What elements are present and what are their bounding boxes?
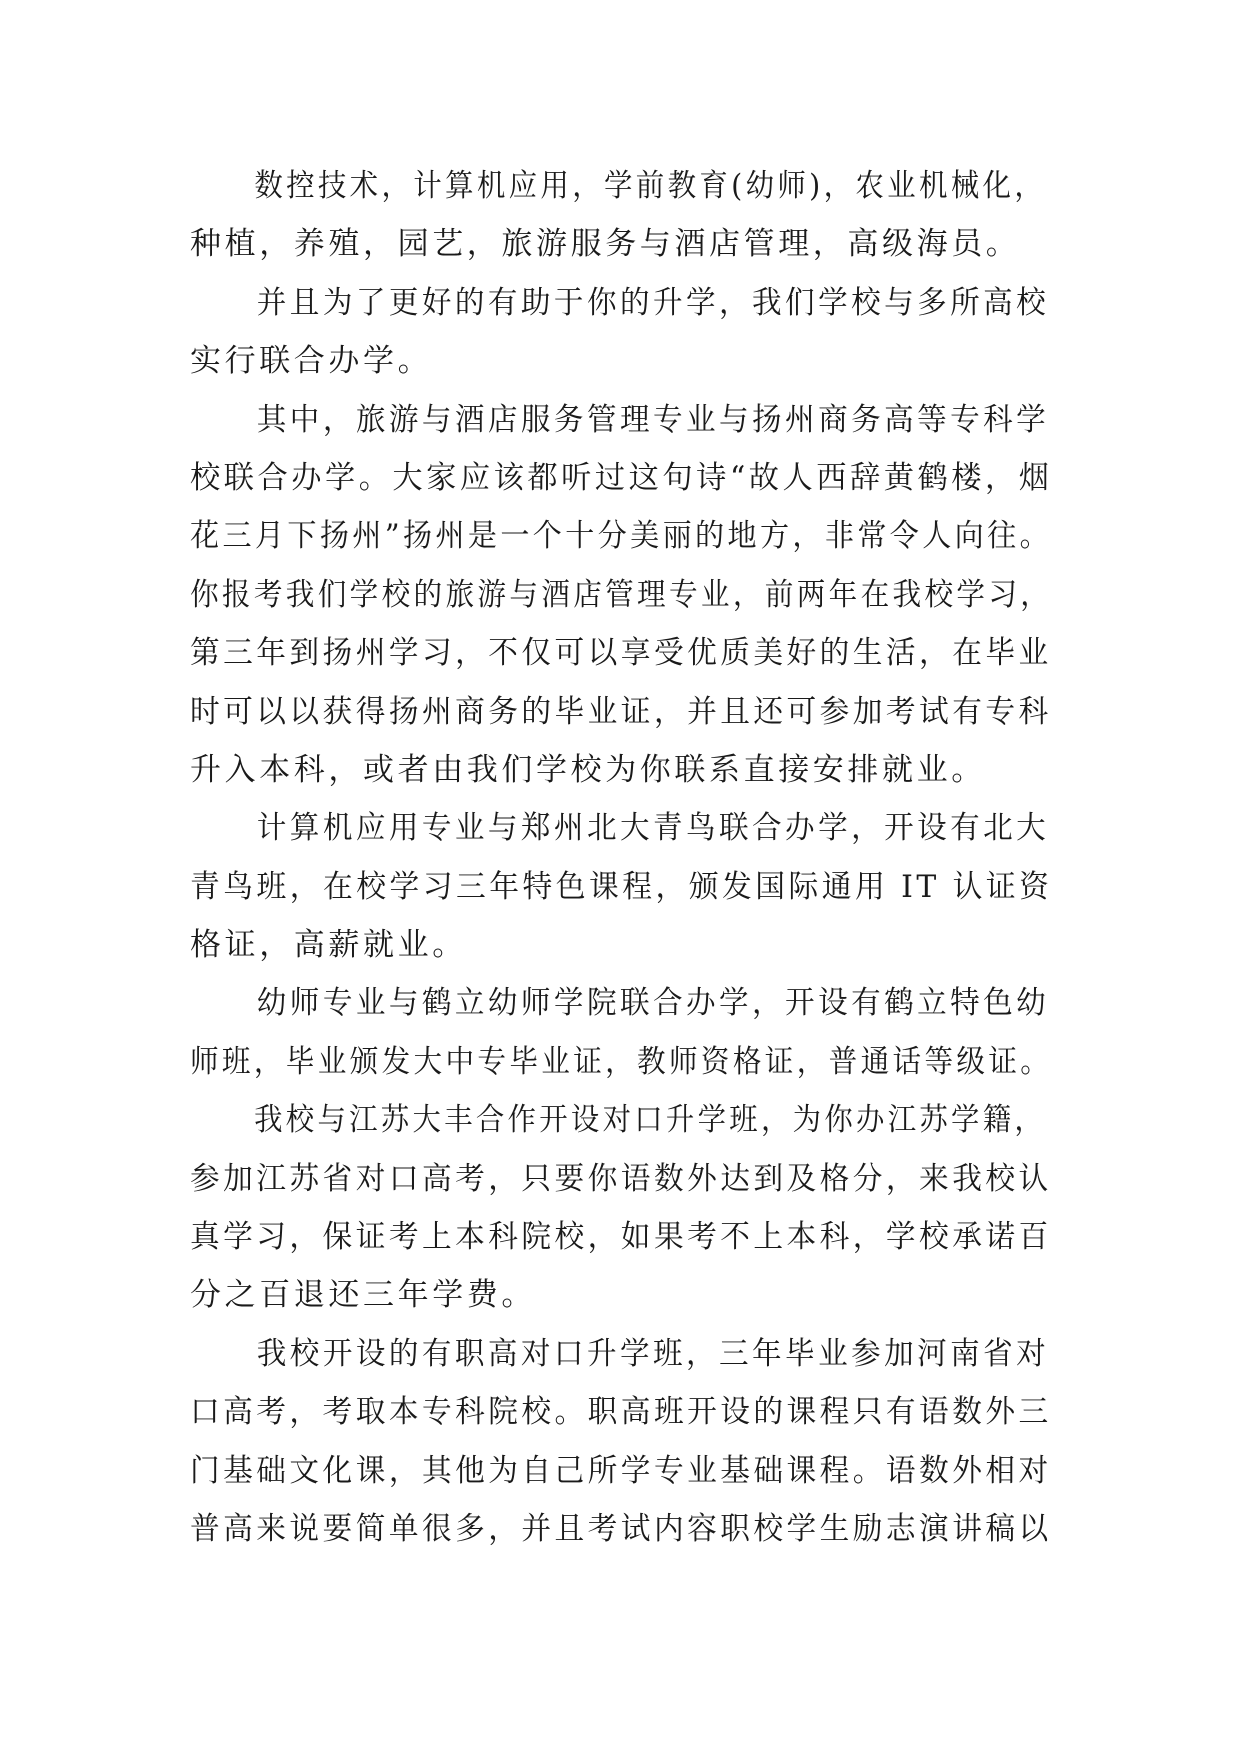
text-line: 分之百退还三年学费。	[190, 1277, 536, 1314]
text-line: 你报考我们学校的旅游与酒店管理专业，前两年在我校学习，	[190, 576, 1053, 613]
text-line: 并且为了更好的有助于你的升学，我们学校与多所高校	[256, 284, 1050, 321]
text-line: 师班，毕业颁发大中专毕业证，教师资格证，普通话等级证。	[190, 1043, 1053, 1080]
text-line: 我校开设的有职高对口升学班，三年毕业参加河南省对	[256, 1335, 1050, 1372]
text-line: 种植，养殖，园艺，旅游服务与酒店管理，高级海员。	[190, 226, 1021, 263]
text-line: 花三月下扬州”扬州是一个十分美丽的地方，非常令人向往。	[190, 518, 1053, 555]
text-line: 门基础文化课，其他为自己所学专业基础课程。语数外相对	[190, 1452, 1052, 1489]
text-line: 升入本科，或者由我们学校为你联系直接安排就业。	[190, 751, 986, 788]
text-line: 真学习，保证考上本科院校，如果考不上本科，学校承诺百	[190, 1219, 1052, 1256]
text-line: 其中，旅游与酒店服务管理专业与扬州商务高等专科学	[256, 401, 1050, 438]
text-line: 第三年到扬州学习，不仅可以享受优质美好的生活，在毕业	[190, 635, 1052, 672]
text-line: 普高来说要简单很多，并且考试内容职校学生励志演讲稿以	[190, 1510, 1052, 1547]
text-line: 校联合办学。大家应该都听过这句诗“故人西辞黄鹤楼，烟	[190, 459, 1053, 496]
text-line: 计算机应用专业与郑州北大青鸟联合办学，开设有北大	[256, 810, 1050, 847]
text-line: 实行联合办学。	[190, 343, 433, 380]
text-line: 数控技术，计算机应用，学前教育(幼师)，农业机械化，	[254, 168, 1047, 204]
text-line: 我校与江苏大丰合作开设对口升学班，为你办江苏学籍，	[254, 1102, 1047, 1139]
text-line: 口高考，考取本专科院校。职高班开设的课程只有语数外三	[190, 1394, 1052, 1431]
text-line: 格证，高薪就业。	[190, 927, 467, 964]
text-line: 幼师专业与鹤立幼师学院联合办学，开设有鹤立特色幼	[256, 985, 1050, 1022]
body-text	[190, 157, 1052, 1558]
text-line: 青鸟班，在校学习三年特色课程，颁发国际通用 IT 认证资	[190, 868, 1053, 905]
text-line: 时可以以获得扬州商务的毕业证，并且还可参加考试有专科	[190, 693, 1052, 730]
text-line: 参加江苏省对口高考，只要你语数外达到及格分，来我校认	[190, 1160, 1052, 1197]
